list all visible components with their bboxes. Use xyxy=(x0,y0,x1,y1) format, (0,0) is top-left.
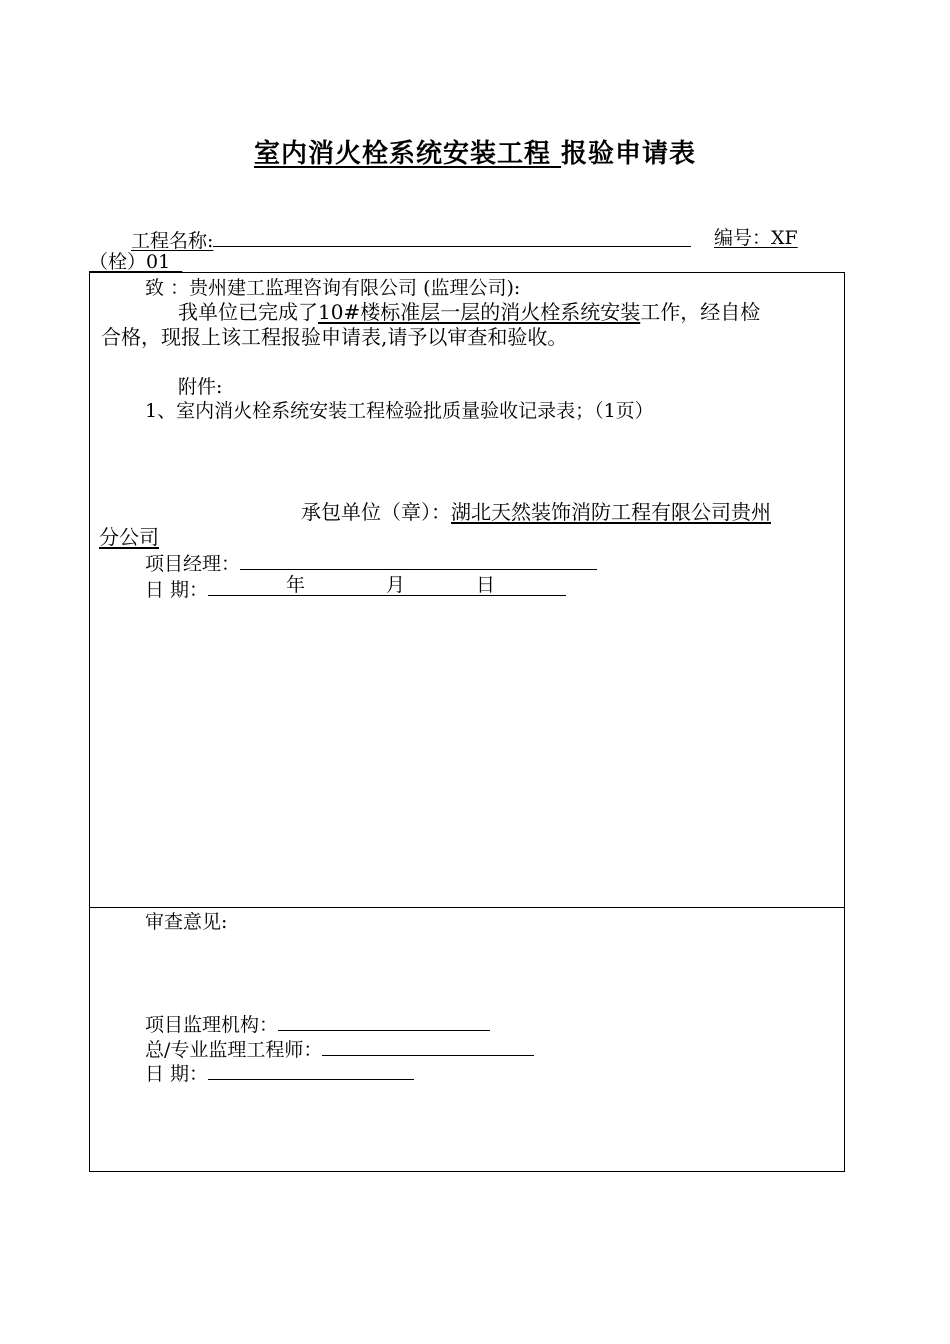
review-date-label: 日 期： xyxy=(145,1063,209,1085)
engineer-row xyxy=(145,1035,534,1062)
engineer-blank[interactable] xyxy=(322,1035,534,1056)
addressee-line xyxy=(145,276,520,300)
review-date-row xyxy=(145,1059,414,1086)
review-opinion-label: 审查意见: xyxy=(145,911,228,933)
month-label: 月 xyxy=(386,574,406,596)
title-main: 室内消火栓系统安装工程 xyxy=(253,139,562,169)
doc-number-label: 编号：XF xyxy=(714,227,798,249)
day-label: 日 xyxy=(476,574,496,596)
addressee-prefix: 致 ： xyxy=(145,277,190,299)
project-name-row xyxy=(131,226,691,253)
agency-blank[interactable] xyxy=(278,1010,490,1031)
manager-row xyxy=(145,549,597,576)
engineer-label: 总/专业监理工程师： xyxy=(145,1039,323,1061)
contractor-line xyxy=(301,500,771,524)
contractor-name-cont: 分公司 xyxy=(99,525,159,549)
body-line-2: 合格，现报上该工程报验申请表,请予以审查和验收。 xyxy=(101,325,568,349)
doc-number-value: （栓）01 xyxy=(89,251,171,273)
agency-row xyxy=(145,1010,490,1037)
app-date-row xyxy=(145,573,566,602)
agency-label: 项目监理机构： xyxy=(145,1014,279,1036)
body-line-1: 我单位已完成了10#楼标准层一层的消火栓系统安装工作，经自检 xyxy=(178,300,761,324)
year-label: 年 xyxy=(286,574,306,596)
completed-work: 10#楼标准层一层的消火栓系统安装 xyxy=(318,300,641,324)
project-name-blank[interactable] xyxy=(213,226,691,247)
contractor-name: 湖北天然装饰消防工程有限公司贵州 xyxy=(451,500,771,524)
attachment-item: 1、室内消火栓系统安装工程检验批质量验收记录表；（1页） xyxy=(145,400,654,422)
review-date-blank[interactable] xyxy=(208,1059,414,1080)
contractor-label: 承包单位（章）： xyxy=(301,500,451,524)
addressee-company: 贵州建工监理咨询有限公司 (监理公司): xyxy=(189,277,521,299)
manager-label: 项目经理： xyxy=(145,553,241,575)
manager-blank[interactable] xyxy=(240,549,597,570)
project-name-label: 工程名称: xyxy=(131,230,214,252)
page-title xyxy=(0,133,950,170)
title-suffix: 报验申请表 xyxy=(561,139,697,169)
app-date-blank[interactable] xyxy=(208,573,566,596)
attachment-label: 附件: xyxy=(178,376,223,398)
app-date-label: 日 期： xyxy=(145,579,209,601)
